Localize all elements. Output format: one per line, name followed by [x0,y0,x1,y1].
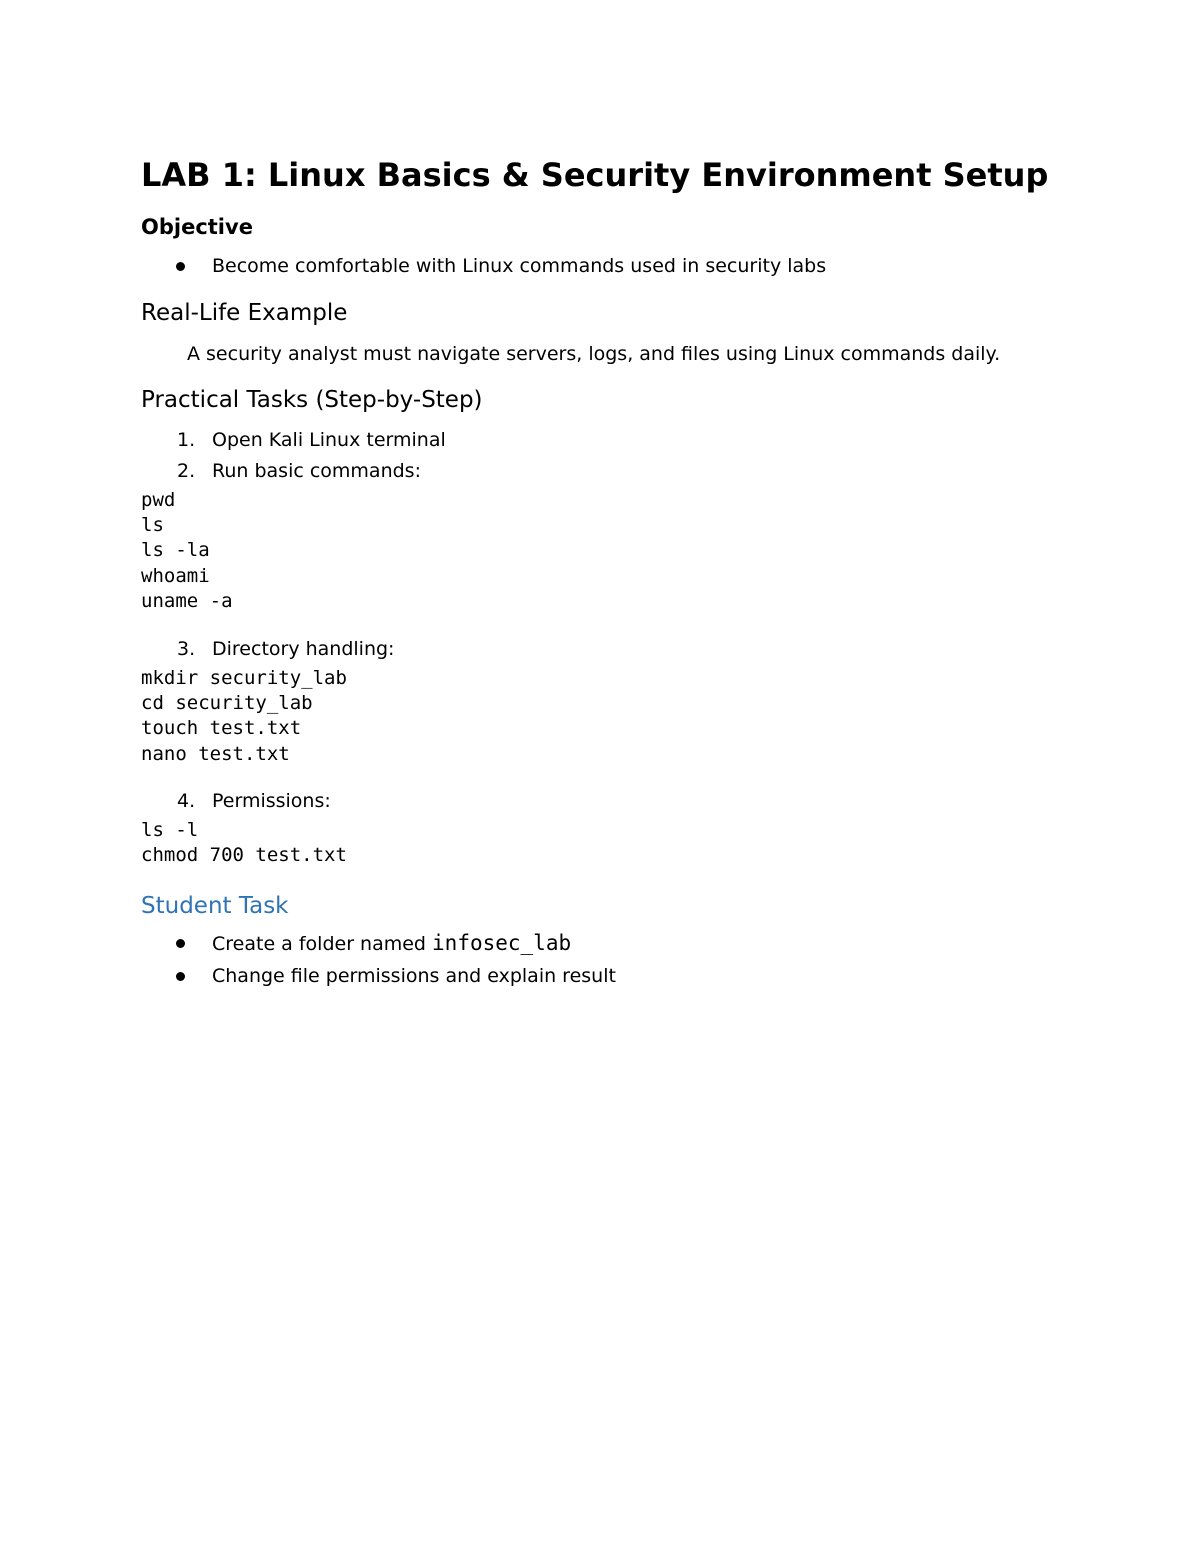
student-task-heading: Student Task [141,893,289,919]
code-block-basic-commands [141,488,233,614]
real-life-heading: Real-Life Example [141,300,348,326]
real-life-paragraph: A security analyst must navigate servers, logs, and files using Linux commands daily. [187,343,1001,365]
code-line: mkdir security_lab [141,667,347,689]
step-text: Directory handling: [212,638,395,660]
step-text: Open Kali Linux terminal [212,429,446,451]
code-line: touch test.txt [141,717,302,740]
code-line: cd security_lab [141,692,313,715]
folder-name-code: infosec_lab [432,931,572,955]
document-page [141,0,1061,1553]
objective-heading: Objective [141,215,253,239]
practical-tasks-heading: Practical Tasks (Step-by-Step) [141,387,483,413]
code-line: nano test.txt [141,742,290,765]
step-number: 4. [177,790,196,812]
step-number: 1. [177,429,196,451]
code-line: ls [141,514,164,537]
step-number: 3. [177,638,196,660]
step-text: Permissions: [212,790,331,812]
page-title: LAB 1: Linux Basics & Security Environment Setup [141,156,1049,194]
code-line: pwd [141,489,176,511]
code-block-directory-handling [141,666,347,767]
code-line: ls -l [141,819,199,841]
objective-bullet-text: Become comfortable with Linux commands used in security labs [212,255,827,277]
bullet-dot-icon [176,972,185,981]
code-block-permissions [141,818,347,868]
step-text: Run basic commands: [212,460,421,482]
bullet-dot-icon [176,262,185,271]
code-line: whoami [141,564,210,587]
student-task-text-prefix: Create a folder named [212,933,433,955]
student-task-text-1 [212,930,571,957]
student-task-text-2: Change file permissions and explain result [212,965,616,987]
code-line: ls -la [141,539,210,562]
step-number: 2. [177,460,196,482]
bullet-dot-icon [176,939,185,948]
code-line: chmod 700 test.txt [141,844,347,867]
code-line: uname -a [141,589,233,612]
